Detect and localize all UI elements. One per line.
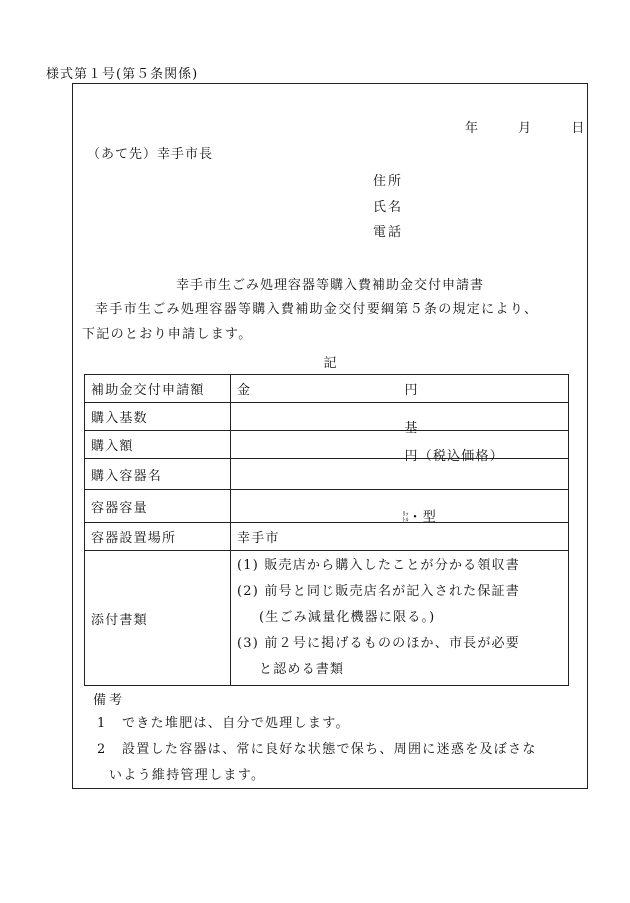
value-purchase-amount [231,431,569,464]
table-row [85,375,569,403]
applicant-name-label: 氏名 [373,200,404,215]
value-installation-place: 幸手市 [231,523,569,551]
subsidy-unit: 円 [404,383,419,398]
table-row [85,523,569,551]
table-row [85,490,569,523]
remark-num: 2 [97,742,107,757]
list-item [237,657,562,683]
attachment-text: 前号と同じ販売店名が記入された保証書 [264,584,520,599]
body-line-1: 幸手市生ごみ処理容器等購入費補助金交付要綱第５条の規定により、 [95,302,539,317]
label-purchase-amount: 購入額 [85,431,231,459]
remark-text: 設置した容器は、常に良好な状態で保ち、周囲に迷惑を及ぼさな [122,742,537,757]
ki-heading: 記 [323,356,337,371]
table-row [85,551,569,686]
remark-num: 1 [97,716,107,731]
application-form [72,83,588,789]
list-item [237,579,562,605]
label-subsidy-amount: 補助金交付申請額 [85,375,231,403]
label-container-name: 購入容器名 [85,459,231,490]
form-title: 幸手市生ごみ処理容器等購入費補助金交付申請書 [175,278,484,293]
attachment-num: (3) [237,636,260,651]
value-container-capacity [231,490,569,523]
remark-text: できた堆肥は、自分で処理します。 [122,716,350,731]
liter-abbrev-top: ﾘｯ [402,510,409,518]
applicant-address-label: 住所 [373,174,404,189]
value-container-name [231,459,569,490]
label-purchase-count: 購入基数 [85,403,231,431]
liter-abbrev-bottom: ﾄﾙ [402,516,409,524]
date-year: 年 [465,121,480,136]
applicant-phone-label: 電話 [373,225,404,240]
table-row [85,431,569,459]
value-purchase-count [231,403,569,436]
addressee: （あて先）幸手市長 [87,147,214,162]
capacity-unit [403,506,437,525]
body-line-2: 下記のとおり申請します。 [82,327,253,342]
attachment-text: と認める書類 [259,662,345,677]
attachment-text: 前２号に掲げるもののほか、市長が必要 [264,636,520,651]
remark-item-1 [97,711,350,737]
label-installation-place: 容器設置場所 [85,523,231,551]
list-item [237,631,562,657]
capacity-type: ・型 [408,510,437,525]
label-attachments: 添付書類 [85,551,231,686]
list-item [237,605,562,631]
remark-item-2 [97,737,537,763]
date-month: 月 [518,121,533,136]
amount-unit: 円（税込価格） [404,448,504,464]
table-row [85,403,569,431]
attachment-num: (2) [237,584,260,599]
date-line [465,117,585,136]
remark-item-2-cont [97,763,265,789]
attachment-num: (1) [237,558,260,573]
attachment-list [237,551,562,685]
value-subsidy-amount [231,375,569,403]
application-details-table [84,374,569,686]
value-attachments [231,551,569,686]
date-day: 日 [571,121,586,136]
application-body [82,297,584,347]
attachment-text: 販売店から購入したことが分かる領収書 [264,558,520,573]
remark-text: いよう維持管理します。 [109,768,266,783]
count-unit: 基 [404,420,419,436]
label-container-capacity: 容器容量 [85,490,231,523]
form-number: 様式第１号(第５条関係) [46,67,199,82]
list-item [237,553,562,579]
remarks-heading: 備考 [93,693,126,708]
attachment-text: (生ごみ減量化機器に限る。) [259,610,436,625]
subsidy-prefix: 金 [237,383,252,398]
